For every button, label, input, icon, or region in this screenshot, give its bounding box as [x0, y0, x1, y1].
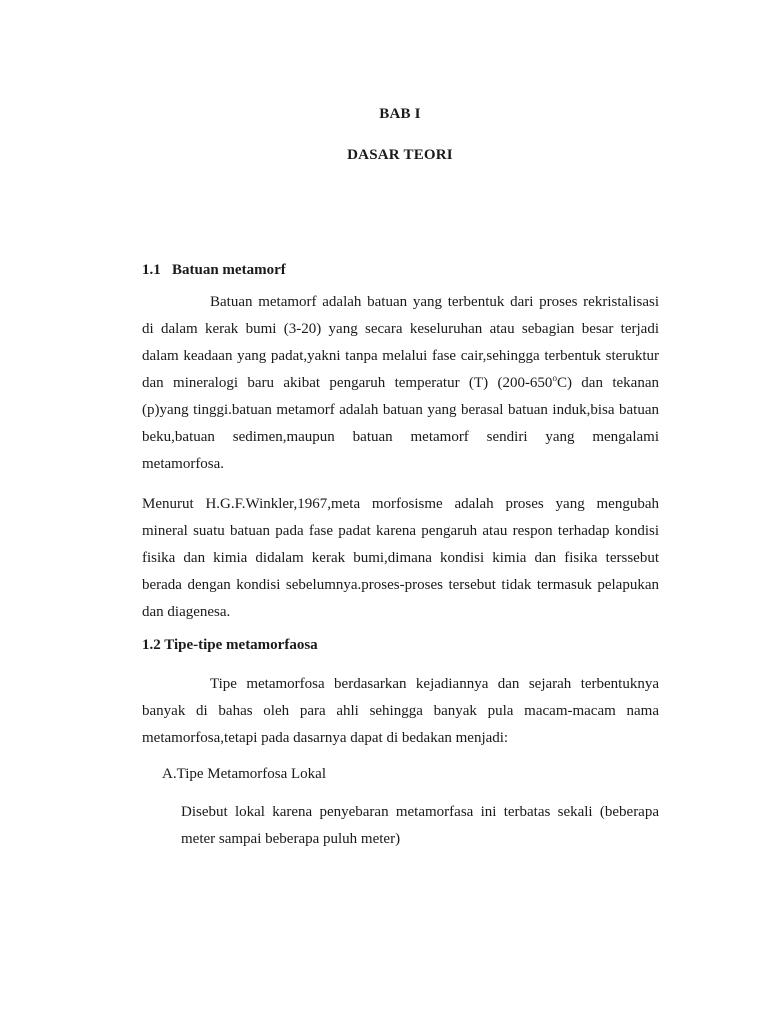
paragraph-line: di dalam kerak bumi (3-20) yang secara keseluruhan atau sebagian besar terjadi — [142, 321, 659, 337]
section-number: 1.1 — [142, 262, 161, 278]
degree-superscript: o — [552, 373, 557, 383]
paragraph-line: Disebut lokal karena penyebaran metamorfasa ini terbatas sekali (beberapa — [181, 804, 659, 820]
paragraph-line: (p)yang tinggi.batuan metamorf adalah batuan yang berasal batuan induk,bisa batuan — [142, 402, 659, 418]
paragraph-line: Batuan metamorf adalah batuan yang terbentuk dari proses rekristalisasi — [210, 294, 659, 310]
paragraph-line: meter sampai beberapa puluh meter) — [181, 831, 401, 847]
section-title: Batuan metamorf — [172, 262, 286, 278]
paragraph-line: metamorfosa,tetapi pada dasarnya dapat di bedakan menjadi: — [142, 730, 509, 746]
paragraph-tipe-metamorfosa — [142, 671, 659, 752]
paragraph-line: dan diagenesa. — [142, 604, 231, 620]
text-fragment: dan mineralogi baru akibat pengaruh temperatur (T) (200-650 — [142, 375, 553, 391]
paragraph-line: Tipe metamorfosa berdasarkan kejadiannya dan sejarah terbentuknya — [210, 676, 659, 692]
section-heading-1-2: 1.2 Tipe-tipe metamorfaosa — [142, 637, 318, 653]
paragraph-line: mineral suatu batuan pada fase padat karena pengaruh atau respon terhadap kondisi — [142, 523, 659, 539]
paragraph-line: dalam keadaan yang padat,yakni tanpa melalui fase cair,sehingga terbentuk steruktur — [142, 348, 659, 364]
paragraph-line: beku,batuan sedimen,maupun batuan metamorf sendiri yang mengalami — [142, 429, 659, 445]
paragraph-line: metamorfosa. — [142, 456, 225, 472]
paragraph-line-with-superscript — [142, 370, 659, 397]
chapter-title: DASAR TEORI — [347, 147, 453, 163]
paragraph-line: Menurut H.G.F.Winkler,1967,meta morfosisme adalah proses yang mengubah — [142, 496, 659, 512]
paragraph-batuan-metamorf — [142, 289, 659, 478]
paragraph-line: fisika dan kimia didalam kerak bumi,dimana kondisi kimia dan fisika terssebut — [142, 550, 659, 566]
paragraph-metamorfosa-lokal — [181, 799, 659, 853]
text-fragment: C) dan tekanan — [556, 375, 659, 391]
chapter-label: BAB I — [379, 106, 421, 122]
paragraph-winkler — [142, 491, 659, 626]
paragraph-line: banyak di bahas oleh para ahli sehingga banyak pula macam-macam nama — [142, 703, 659, 719]
paragraph-line: berada dengan kondisi sebelumnya.proses-proses tersebut tidak termasuk pelapukan — [142, 577, 659, 593]
list-item-title: A.Tipe Metamorfosa Lokal — [162, 766, 327, 782]
section-heading-1-1 — [142, 262, 286, 279]
list-item-a-title — [162, 761, 659, 788]
